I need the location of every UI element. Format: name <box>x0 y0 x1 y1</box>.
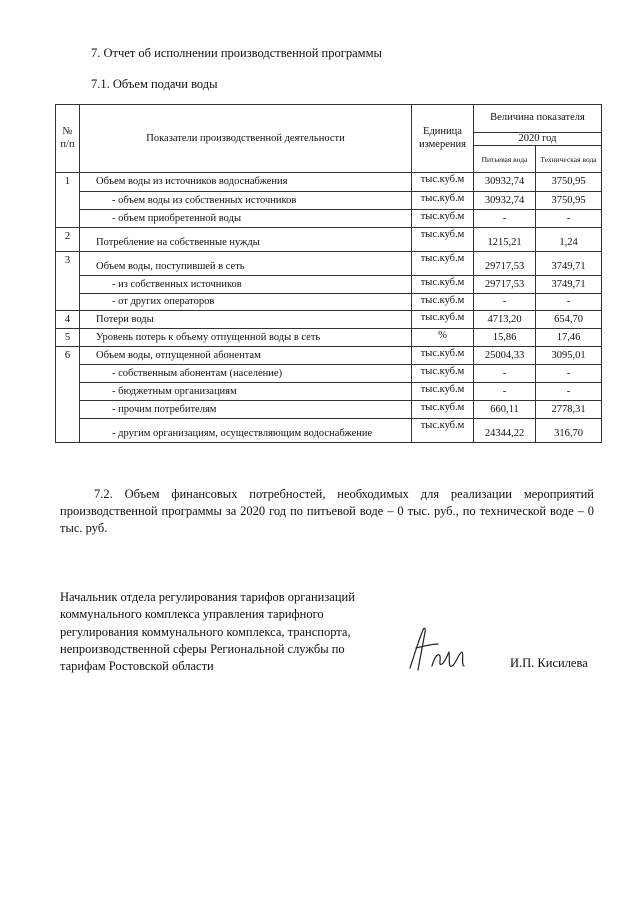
header-value: Величина показателя <box>474 105 602 133</box>
row-drinking-value: 660,11 <box>474 401 536 419</box>
row-technical-value: - <box>536 383 602 401</box>
row-indicator: Потребление на собственные нужды <box>80 228 412 252</box>
table-row <box>56 401 602 419</box>
row-drinking-value: 15,86 <box>474 329 536 347</box>
row-unit: тыс.куб.м <box>412 252 474 276</box>
row-unit: тыс.куб.м <box>412 210 474 228</box>
row-unit: тыс.куб.м <box>412 365 474 383</box>
table-row <box>56 365 602 383</box>
table-row <box>56 419 602 443</box>
row-indicator: - от других операторов <box>80 294 412 311</box>
row-technical-value: 3095,01 <box>536 347 602 365</box>
row-number: 4 <box>56 311 80 329</box>
row-unit: тыс.куб.м <box>412 401 474 419</box>
row-number: 3 <box>56 252 80 311</box>
row-unit: тыс.куб.м <box>412 419 474 443</box>
table-row <box>56 192 602 210</box>
row-unit: тыс.куб.м <box>412 347 474 365</box>
row-technical-value: 3750,95 <box>536 173 602 192</box>
row-unit: тыс.куб.м <box>412 276 474 294</box>
row-drinking-value: - <box>474 210 536 228</box>
row-drinking-value: 29717,53 <box>474 252 536 276</box>
table-row <box>56 252 602 276</box>
row-indicator: Уровень потерь к объему отпущенной воды в сеть <box>80 329 412 347</box>
row-indicator: - объем воды из собственных источников <box>80 192 412 210</box>
row-unit: тыс.куб.м <box>412 173 474 192</box>
row-technical-value: - <box>536 210 602 228</box>
row-technical-value: 3749,71 <box>536 276 602 294</box>
row-technical-value: 316,70 <box>536 419 602 443</box>
section-title: 7. Отчет об исполнении производственной программы <box>91 46 382 60</box>
row-drinking-value: 25004,33 <box>474 347 536 365</box>
row-drinking-value: - <box>474 383 536 401</box>
header-unit: Единица измерения <box>412 105 474 173</box>
table-row <box>56 329 602 347</box>
row-indicator: - из собственных источников <box>80 276 412 294</box>
row-number: 1 <box>56 173 80 228</box>
row-technical-value: 3749,71 <box>536 252 602 276</box>
row-technical-value: 3750,95 <box>536 192 602 210</box>
row-unit: тыс.куб.м <box>412 294 474 311</box>
row-indicator: - собственным абонентам (население) <box>80 365 412 383</box>
water-supply-table <box>55 104 602 443</box>
header-indicator: Показатели производственной деятельности <box>80 105 412 173</box>
row-drinking-value: 30932,74 <box>474 173 536 192</box>
handwritten-signature <box>404 620 470 676</box>
row-drinking-value: 4713,20 <box>474 311 536 329</box>
row-indicator: - прочим потребителям <box>80 401 412 419</box>
table-row <box>56 276 602 294</box>
row-number: 5 <box>56 329 80 347</box>
row-number: 2 <box>56 228 80 252</box>
table-row <box>56 311 602 329</box>
row-indicator: - другим организациям, осуществляющим водоснабжение <box>80 419 412 443</box>
row-technical-value: - <box>536 294 602 311</box>
row-indicator: Объем воды, отпущенной абонентам <box>80 347 412 365</box>
signatory-position: Начальник отдела регулирования тарифов организаций коммунального комплекса управления тарифного регулирования коммунального комплекса, транспорта, непроизводственной сферы Региональной службы по тарифам Ростовской области <box>60 590 355 673</box>
row-technical-value: 1,24 <box>536 228 602 252</box>
table-row <box>56 383 602 401</box>
table-row <box>56 228 602 252</box>
row-unit: тыс.куб.м <box>412 228 474 252</box>
row-drinking-value: 29717,53 <box>474 276 536 294</box>
table-row <box>56 347 602 365</box>
row-indicator: Объем воды из источников водоснабжения <box>80 173 412 192</box>
row-unit: % <box>412 329 474 347</box>
row-number: 6 <box>56 347 80 443</box>
signatory-name: И.П. Кисилева <box>510 656 588 670</box>
subsection-title: 7.1. Объем подачи воды <box>91 77 218 91</box>
table-row <box>56 173 602 192</box>
row-unit: тыс.куб.м <box>412 383 474 401</box>
header-num: № п/п <box>56 105 80 173</box>
row-technical-value: 2778,31 <box>536 401 602 419</box>
row-drinking-value: - <box>474 294 536 311</box>
header-drinking: Питьевая вода <box>474 146 536 173</box>
row-indicator: Объем воды, поступившей в сеть <box>80 252 412 276</box>
row-drinking-value: 24344,22 <box>474 419 536 443</box>
row-drinking-value: 30932,74 <box>474 192 536 210</box>
row-drinking-value: 1215,21 <box>474 228 536 252</box>
row-technical-value: - <box>536 365 602 383</box>
row-technical-value: 17,46 <box>536 329 602 347</box>
table-row <box>56 210 602 228</box>
row-indicator: Потери воды <box>80 311 412 329</box>
table-row <box>56 294 602 311</box>
row-indicator: - объем приобретенной воды <box>80 210 412 228</box>
row-technical-value: 654,70 <box>536 311 602 329</box>
row-drinking-value: - <box>474 365 536 383</box>
header-technical: Техническая вода <box>536 146 602 173</box>
row-indicator: - бюджетным организациям <box>80 383 412 401</box>
header-year: 2020 год <box>474 133 602 146</box>
row-unit: тыс.куб.м <box>412 311 474 329</box>
financial-paragraph: 7.2. Объем финансовых потребностей, необходимых для реализации мероприятий производственной программы за 2020 год по питьевой воде – 0 тыс. руб., по технической воде – 0 тыс. руб. <box>60 487 594 535</box>
row-unit: тыс.куб.м <box>412 192 474 210</box>
